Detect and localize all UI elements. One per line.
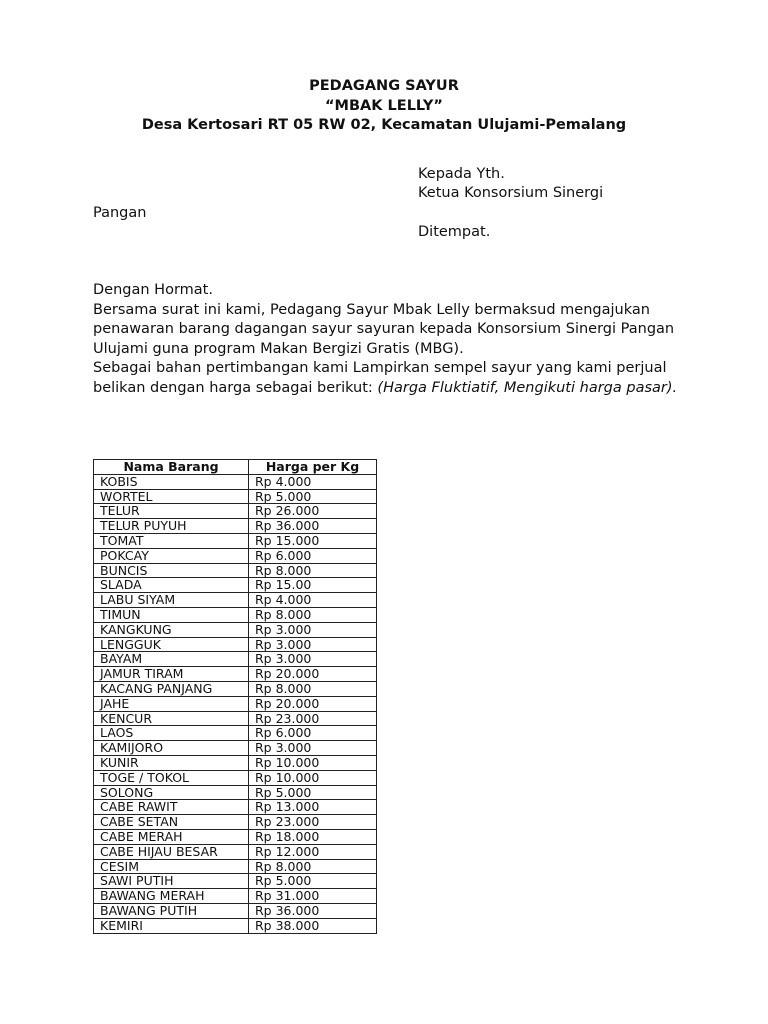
recipient-location: Ditempat. <box>418 224 491 240</box>
table-header-row <box>94 460 377 475</box>
item-price-cell: Rp 18.000 <box>249 829 377 844</box>
column-header-price: Harga per Kg <box>249 460 377 475</box>
item-price-cell: Rp 23.000 <box>249 815 377 830</box>
item-price-cell: Rp 20.000 <box>249 667 377 682</box>
item-name-cell: TELUR PUYUH <box>94 519 249 534</box>
table-row <box>94 681 377 696</box>
item-name-cell: POKCAY <box>94 548 249 563</box>
item-name-cell: BAYAM <box>94 652 249 667</box>
table-row <box>94 637 377 652</box>
item-price-cell: Rp 8.000 <box>249 607 377 622</box>
item-name-cell: BAWANG PUTIH <box>94 903 249 918</box>
table-row <box>94 578 377 593</box>
item-name-cell: CESIM <box>94 859 249 874</box>
item-price-cell: Rp 38.000 <box>249 918 377 933</box>
table-row <box>94 652 377 667</box>
greeting: Dengan Hormat. <box>93 282 213 298</box>
item-price-cell: Rp 3.000 <box>249 622 377 637</box>
item-price-cell: Rp 6.000 <box>249 548 377 563</box>
item-price-cell: Rp 26.000 <box>249 504 377 519</box>
table-row <box>94 489 377 504</box>
table-row <box>94 755 377 770</box>
recipient-name: Ketua Konsorsium Sinergi <box>418 185 604 201</box>
item-name-cell: BUNCIS <box>94 563 249 578</box>
table-row <box>94 726 377 741</box>
table-row <box>94 548 377 563</box>
item-name-cell: KEMIRI <box>94 918 249 933</box>
item-name-cell: WORTEL <box>94 489 249 504</box>
item-price-cell: Rp 15.00 <box>249 578 377 593</box>
item-price-cell: Rp 4.000 <box>249 474 377 489</box>
item-price-cell: Rp 8.000 <box>249 859 377 874</box>
letter-subtitle: “MBAK LELLY” <box>325 98 443 114</box>
item-price-cell: Rp 13.000 <box>249 800 377 815</box>
item-name-cell: TIMUN <box>94 607 249 622</box>
table-row <box>94 903 377 918</box>
recipient-name-wrap: Pangan <box>93 205 147 221</box>
table-row <box>94 667 377 682</box>
table-row <box>94 874 377 889</box>
table-row <box>94 696 377 711</box>
pricing-text: Sebagai bahan pertimbangan kami Lampirkan sempel sayur yang kami perjual belikan dengan harga sebagai berikut: <box>93 360 667 396</box>
item-price-cell: Rp 8.000 <box>249 563 377 578</box>
table-row <box>94 593 377 608</box>
item-name-cell: CABE RAWIT <box>94 800 249 815</box>
item-name-cell: BAWANG MERAH <box>94 889 249 904</box>
table-row <box>94 563 377 578</box>
item-price-cell: Rp 36.000 <box>249 519 377 534</box>
table-row <box>94 889 377 904</box>
item-price-cell: Rp 36.000 <box>249 903 377 918</box>
item-name-cell: TOMAT <box>94 533 249 548</box>
item-name-cell: KANGKUNG <box>94 622 249 637</box>
item-name-cell: KACANG PANJANG <box>94 681 249 696</box>
item-name-cell: CABE SETAN <box>94 815 249 830</box>
item-price-cell: Rp 20.000 <box>249 696 377 711</box>
table-row <box>94 800 377 815</box>
item-price-cell: Rp 10.000 <box>249 770 377 785</box>
item-price-cell: Rp 6.000 <box>249 726 377 741</box>
item-name-cell: TELUR <box>94 504 249 519</box>
item-price-cell: Rp 12.000 <box>249 844 377 859</box>
table-row <box>94 519 377 534</box>
paragraph-pricing <box>93 359 693 398</box>
table-row <box>94 622 377 637</box>
table-row <box>94 829 377 844</box>
table-row <box>94 533 377 548</box>
item-price-cell: Rp 5.000 <box>249 874 377 889</box>
item-name-cell: SOLONG <box>94 785 249 800</box>
item-price-cell: Rp 3.000 <box>249 741 377 756</box>
table-row <box>94 844 377 859</box>
item-name-cell: KAMIJORO <box>94 741 249 756</box>
letter-title: PEDAGANG SAYUR <box>309 78 459 94</box>
item-name-cell: LAOS <box>94 726 249 741</box>
item-name-cell: LABU SIYAM <box>94 593 249 608</box>
item-name-cell: TOGE / TOKOL <box>94 770 249 785</box>
table-row <box>94 741 377 756</box>
table-row <box>94 770 377 785</box>
item-name-cell: CABE HIJAU BESAR <box>94 844 249 859</box>
table-row <box>94 474 377 489</box>
item-price-cell: Rp 4.000 <box>249 593 377 608</box>
item-name-cell: KENCUR <box>94 711 249 726</box>
item-name-cell: JAHE <box>94 696 249 711</box>
recipient-salutation: Kepada Yth. <box>418 166 505 182</box>
item-price-cell: Rp 23.000 <box>249 711 377 726</box>
item-price-cell: Rp 5.000 <box>249 489 377 504</box>
item-price-cell: Rp 8.000 <box>249 681 377 696</box>
item-name-cell: KUNIR <box>94 755 249 770</box>
letter-address: Desa Kertosari RT 05 RW 02, Kecamatan Ulujami-Pemalang <box>141 117 627 133</box>
table-row <box>94 859 377 874</box>
paragraph-intro: Bersama surat ini kami, Pedagang Sayur Mbak Lelly bermaksud mengajukan penawaran barang dagangan sayur sayuran kepada Konsorsium Sinergi Pangan Ulujami guna program Makan Bergizi Gratis (MBG). <box>93 301 675 357</box>
item-price-cell: Rp 3.000 <box>249 637 377 652</box>
item-price-cell: Rp 5.000 <box>249 785 377 800</box>
item-name-cell: SLADA <box>94 578 249 593</box>
item-name-cell: CABE MERAH <box>94 829 249 844</box>
table-row <box>94 607 377 622</box>
column-header-item: Nama Barang <box>94 460 249 475</box>
item-price-cell: Rp 31.000 <box>249 889 377 904</box>
item-name-cell: JAMUR TIRAM <box>94 667 249 682</box>
item-price-cell: Rp 15.000 <box>249 533 377 548</box>
item-price-cell: Rp 10.000 <box>249 755 377 770</box>
pricing-note: (Harga Fluktiatif, Mengikuti harga pasar). <box>377 379 678 396</box>
item-name-cell: SAWI PUTIH <box>94 874 249 889</box>
letter-body <box>93 281 693 398</box>
table-row <box>94 815 377 830</box>
table-row <box>94 785 377 800</box>
item-price-cell: Rp 3.000 <box>249 652 377 667</box>
price-table <box>93 459 377 934</box>
price-table-body <box>94 474 377 933</box>
table-row <box>94 504 377 519</box>
item-name-cell: LENGGUK <box>94 637 249 652</box>
item-name-cell: KOBIS <box>94 474 249 489</box>
table-row <box>94 918 377 933</box>
table-row <box>94 711 377 726</box>
